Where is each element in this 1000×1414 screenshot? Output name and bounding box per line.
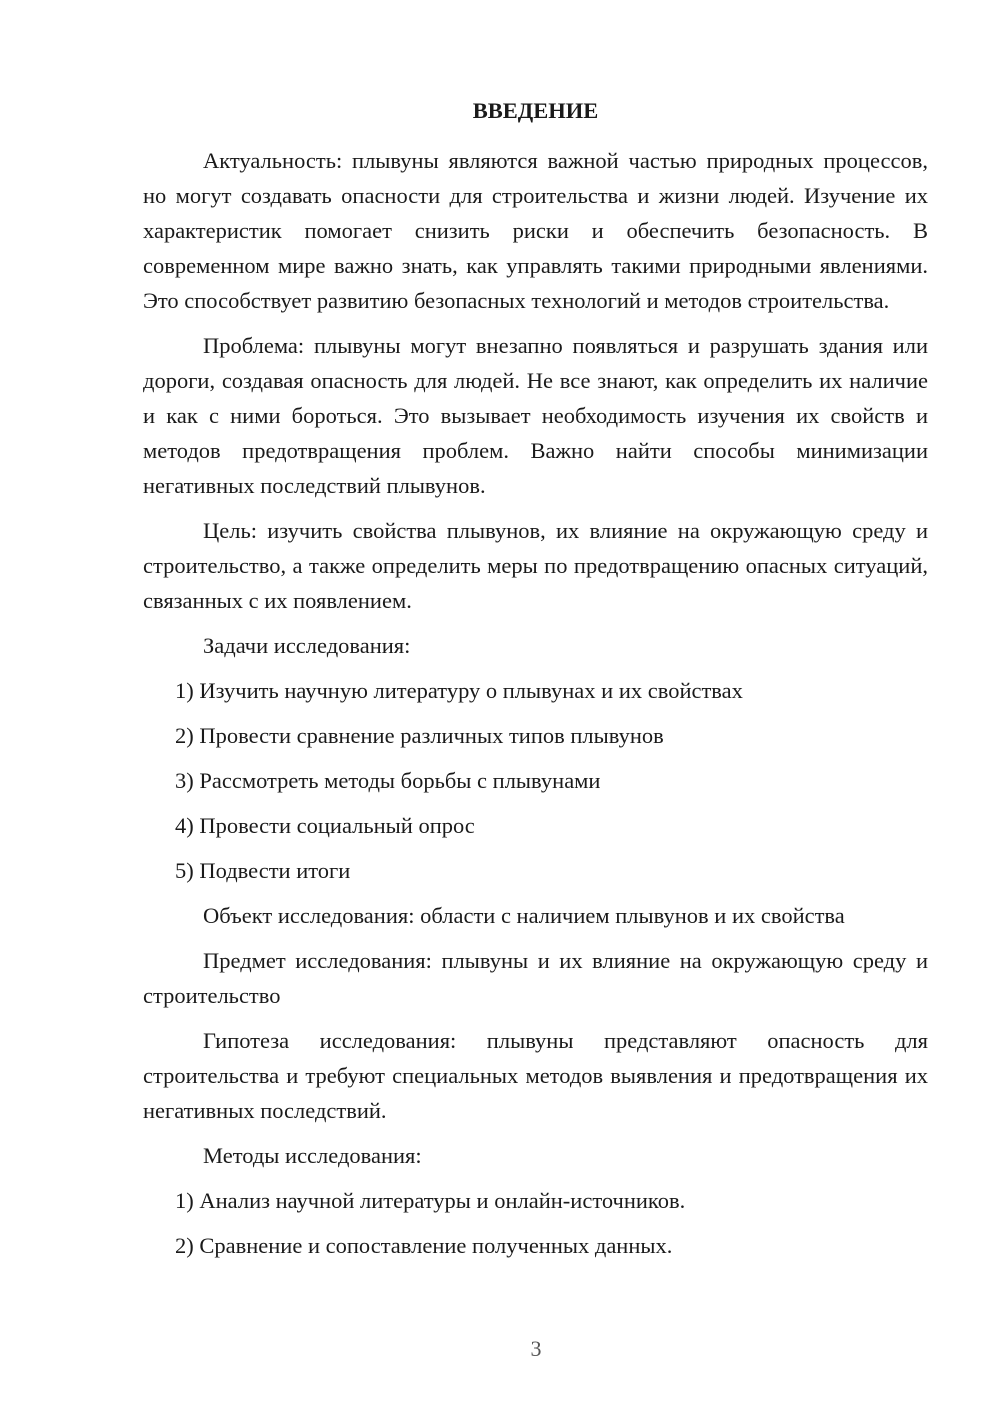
subject-paragraph: Предмет исследования: плывуны и их влияние на окружающую среду и строительство <box>143 948 928 1008</box>
task-item: 1) Изучить научную литературу о плывунах и их свойствах <box>175 678 743 703</box>
task-item: 3) Рассмотреть методы борьбы с плывунами <box>175 768 601 793</box>
method-item: 2) Сравнение и сопоставление полученных данных. <box>175 1233 673 1258</box>
goal-paragraph: Цель: изучить свойства плывунов, их влияние на окружающую среду и строительство, а также определить меры по предотвращению опасных ситуаций, связанных с их появлением. <box>143 518 928 613</box>
page-content <box>143 96 928 1273</box>
methods-heading: Методы исследования: <box>203 1143 422 1168</box>
page-number: 3 <box>530 1336 542 1361</box>
task-item: 5) Подвести итоги <box>175 858 351 883</box>
task-item: 4) Провести социальный опрос <box>175 813 475 838</box>
hypothesis-paragraph: Гипотеза исследования: плывуны представляют опасность для строительства и требуют специальных методов выявления и предотвращения их негативных последствий. <box>143 1028 928 1123</box>
method-item: 1) Анализ научной литературы и онлайн-источников. <box>175 1188 686 1213</box>
task-item: 2) Провести сравнение различных типов плывунов <box>175 723 664 748</box>
section-title: ВВЕДЕНИЕ <box>472 98 599 123</box>
object-paragraph: Объект исследования: области с наличием плывунов и их свойства <box>203 903 845 928</box>
problem-paragraph: Проблема: плывуны могут внезапно появляться и разрушать здания или дороги, создавая опасность для людей. Не все знают, как определить их наличие и как с ними бороться. Это вызывает необходимость изучения их свойств и методов предотвращения проблем. Важно найти способы минимизации негативных последствий плывунов. <box>143 333 928 498</box>
tasks-heading: Задачи исследования: <box>203 633 411 658</box>
relevance-paragraph: Актуальность: плывуны являются важной частью природных процессов, но могут создавать опасности для строительства и жизни людей. Изучение их характеристик помогает снизить риски и обеспечить безопасность. В современном мире важно знать, как управлять такими природными явлениями. Это способствует развитию безопасных технологий и методов строительства. <box>143 148 928 313</box>
